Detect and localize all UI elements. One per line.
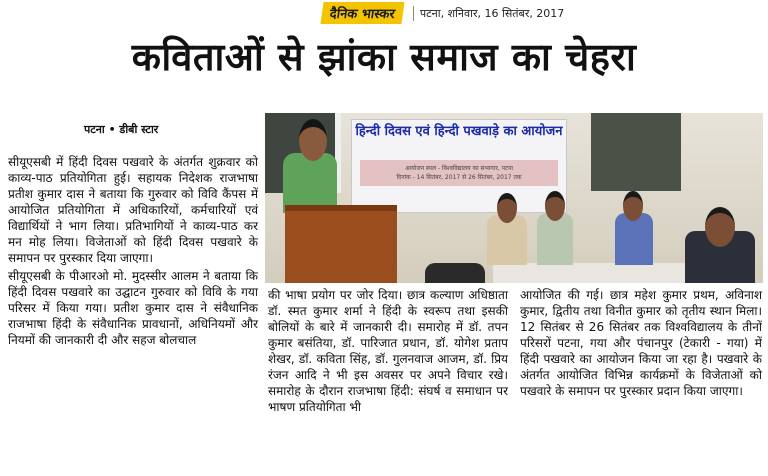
- article-column-3: [520, 287, 762, 401]
- paragraph: की भाषा प्रयोग पर जोर दिया। छात्र कल्याण अधिष्ठाता डॉ. स्मत कुमार शर्मा ने हिंदी के स्वरूप तथा इसकी बोलियों के बारे में जानकारी दी। समारोह में डॉ. तपन कुमार बसंतिया, डॉ. पारिजात प्रधान, डॉ. योगेश प्रताप शेखर, डॉ. कविता सिंह, डॉ. गुलनवाज आजम, डॉ. प्रिय रंजन आदि ने भी इस अवसर पर अपने विचार रखे। समारोह के दौरान राजभाषा हिंदी: संघर्ष व समाधान पर भाषण प्रतियोगिता भी: [268, 288, 508, 414]
- event-photo: [265, 113, 763, 283]
- podium: [285, 205, 397, 283]
- guest-head: [545, 191, 565, 221]
- speaker: [283, 153, 337, 213]
- dateline: पटना, शनिवार, 16 सितंबर, 2017: [413, 6, 564, 21]
- banner-title: हिन्दी दिवस एवं हिन्दी पखवाड़े का आयोजन: [355, 124, 563, 139]
- audience-member: [425, 263, 485, 283]
- window: [591, 113, 681, 191]
- byline: पटना • डीबी स्टार: [84, 123, 159, 136]
- paragraph: सीयूएसबी में हिंदी दिवस पखवारे के अंतर्गत शुक्रवार को काव्य-पाठ प्रतियोगिता हुई। सहायक निदेशक राजभाषा प्रतीश कुमार दास ने बताया कि गुरुवार को विवि कैंपस में आयोजित प्रतियोगिता में अधिकारियों, कर्मचारियों एवं विद्यार्थियों ने भाग लिया। प्रतिभागियों ने काव्य-पाठ कर मन मोह लिया। विजेताओं को हिंदी दिवस पखवारे के समापन पर पुरस्कार दिया जाएगा।: [8, 155, 258, 265]
- article-column-2: [268, 287, 508, 417]
- guest-head: [623, 191, 643, 221]
- masthead: [322, 2, 564, 24]
- event-banner: [351, 119, 567, 213]
- guest-head: [497, 193, 517, 223]
- dais-table: [493, 263, 693, 283]
- audience-head: [705, 207, 735, 247]
- paragraph: सीयूएसबी के पीआरओ मो. मुदस्सीर आलम ने बताया कि हिंदी दिवस पखवारे का उद्घाटन गुरुवार को विवि के गया परिसर में किया गया। प्रतीश कुमार दास ने संवैधानिक राजभाषा हिंदी के संवैधानिक प्रावधानों, अधिनियमों और नियमों की जानकारी दी और सहज बोलचाल: [8, 269, 258, 347]
- paragraph: आयोजित की गई। छात्र महेश कुमार प्रथम, अविनाश कुमार, द्वितीय तथा विनीत कुमार को तृतीय स्थान मिला। 12 सितंबर से 26 सितंबर तक विश्वविद्यालय के तीनों परिसरों पटना, गया और पंचानपुर (टेकारी - गया) में हिंदी पखवारे का आयोजन किया जा रहा है। पखवारे के अंतर्गत आयोजित विभिन्न कार्यक्रमों के विजेताओं को पखवारे के समापन पर पुरस्कार प्रदान किया जाएगा।: [520, 288, 762, 398]
- newspaper-logo: दैनिक भास्कर: [320, 2, 404, 24]
- article-column-1: [8, 154, 258, 350]
- banner-subtitle: आयोजन स्थल - विश्वविद्यालय का सभागार, पटना दिनांक - 14 सितंबर, 2017 से 26 सितंबर, 2017 तक: [396, 165, 522, 181]
- speaker-head: [299, 119, 327, 161]
- article-headline: कविताओं से झांका समाज का चेहरा: [131, 35, 637, 79]
